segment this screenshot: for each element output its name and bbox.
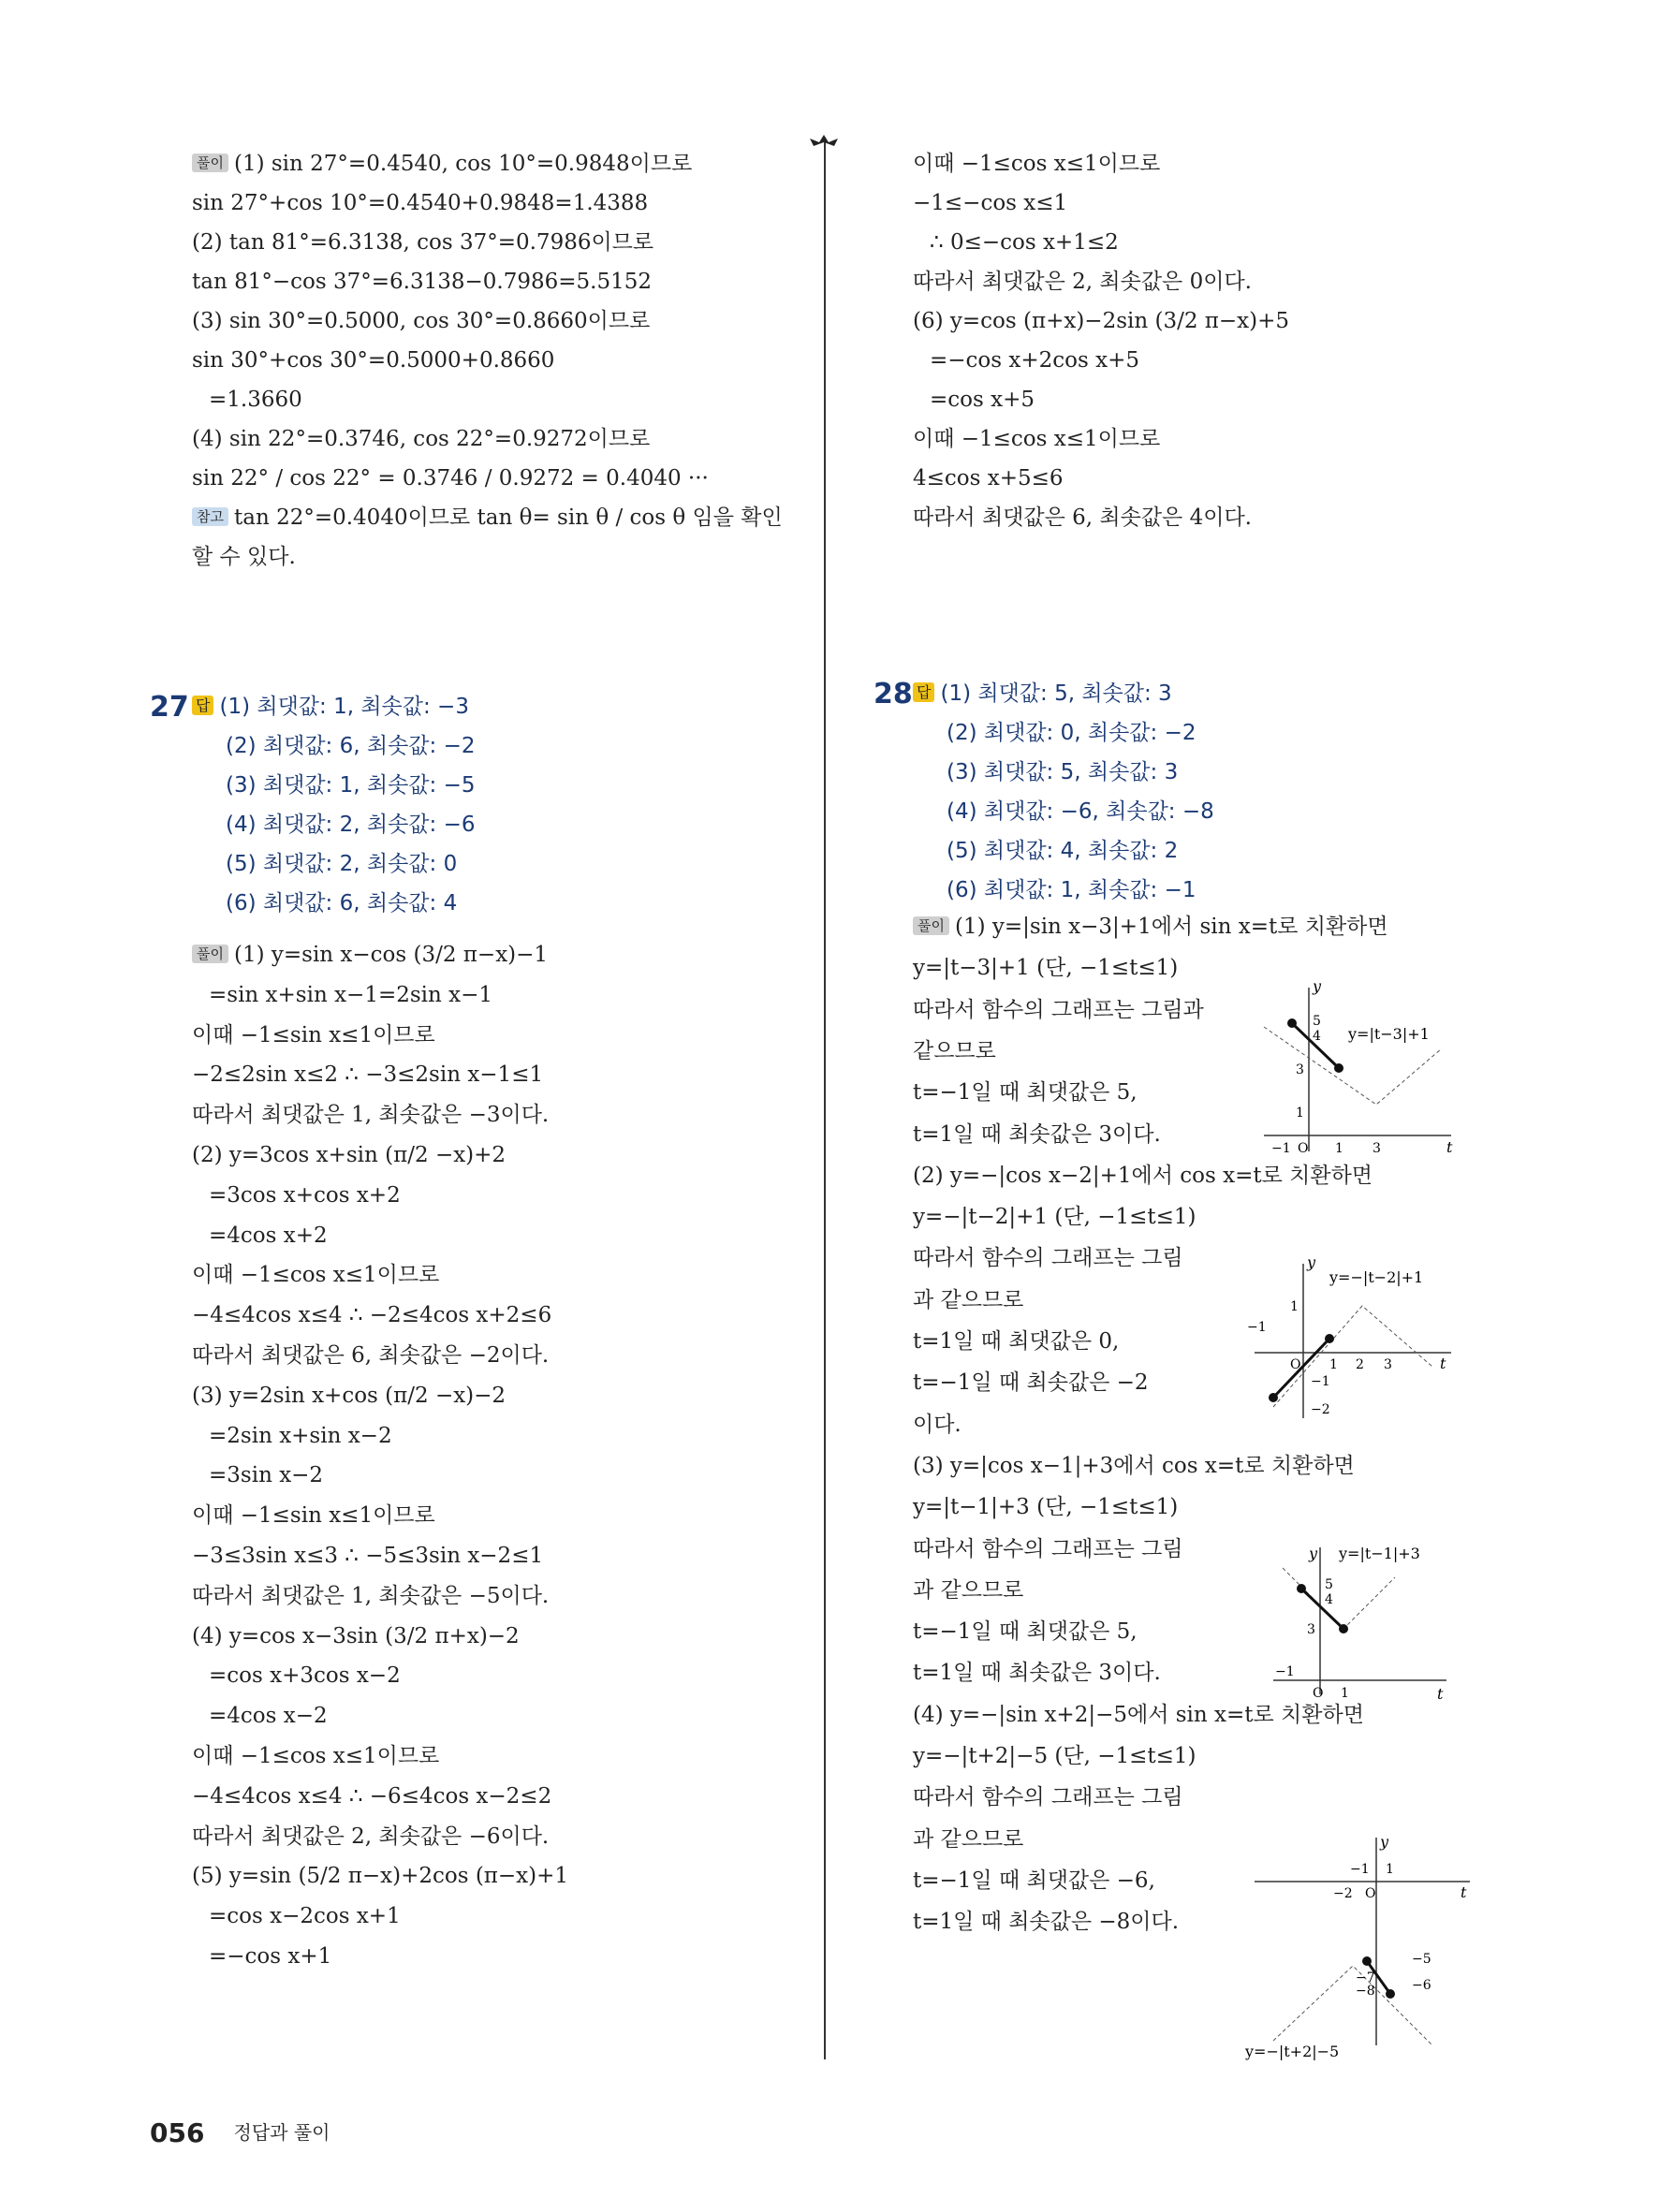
left-27-sol-line: [192, 1341, 549, 1370]
right-top-line: [930, 228, 1119, 256]
answer-line: [947, 719, 1196, 747]
line-text: −4≤4cos x≤4 ∴ −2≤4cos x+2≤6: [192, 1303, 552, 1328]
line-text: t=−1일 때 최댓값은 5,: [913, 1080, 1138, 1106]
answer-line: [226, 889, 457, 917]
left-top-line: [192, 346, 554, 374]
graph-2-tick-p1: 1: [1329, 1357, 1338, 1372]
graph-4-func-label: y=−|t+2|−5: [1245, 2043, 1340, 2060]
graph-2-t-label: t: [1440, 1355, 1446, 1372]
graph-4-tick-m7: −7: [1356, 1970, 1375, 1985]
answer-text: (1) 최댓값: 5, 최솟값: 3: [940, 681, 1172, 706]
graph-1-tick-p3: 3: [1373, 1141, 1381, 1156]
footer-title: 정답과 풀이: [233, 2121, 330, 2144]
answer-tag: 답: [192, 696, 213, 715]
left-27-sol-line: [192, 1021, 435, 1049]
line-text: t=−1일 때 최솟값은 −2: [913, 1370, 1149, 1396]
answer-text: (5) 최댓값: 4, 최솟값: 2: [947, 839, 1179, 863]
line-text: t=1일 때 최솟값은 3이다.: [913, 1121, 1161, 1147]
section-tag: 참고: [192, 507, 228, 526]
line-text: 과 같으므로: [913, 1287, 1024, 1312]
line-text: −4≤4cos x≤4 ∴ −6≤4cos x−2≤2: [192, 1783, 552, 1809]
line-text: 4≤cos x+5≤6: [913, 466, 1064, 491]
line-text: (4) y=−|sin x+2|−5에서 sin x=t로 치환하면: [913, 1702, 1364, 1727]
graph-2-tick-p2: 2: [1356, 1357, 1364, 1372]
answer-line: [947, 758, 1178, 786]
graph-2-point-max: [1325, 1334, 1334, 1343]
graph-3-tick-m1: −1: [1275, 1664, 1295, 1679]
line-text: t=1일 때 최솟값은 −8이다.: [913, 1910, 1180, 1935]
right-28-sol-line: [913, 913, 1388, 941]
answer-line: [226, 850, 457, 878]
line-text: 같으므로: [913, 1038, 996, 1063]
column-divider: [824, 140, 826, 2059]
right-28-sol-line: [913, 1078, 1138, 1106]
answer-line: [947, 837, 1178, 865]
line-text: y=|t−1|+3 (단, −1≤t≤1): [913, 1495, 1179, 1520]
left-top-line: [192, 543, 296, 571]
line-text: =3sin x−2: [209, 1463, 324, 1488]
left-27-sol-line: [209, 1222, 328, 1250]
line-text: sin 30°+cos 30°=0.5000+0.8660: [192, 348, 555, 373]
graph-4-tick-o: O: [1365, 1886, 1376, 1901]
left-top-line: [209, 386, 302, 414]
line-text: 따라서 최댓값은 1, 최솟값은 −5이다.: [192, 1583, 550, 1608]
graph-3-tick-3: 3: [1307, 1622, 1315, 1637]
line-text: (2) tan 81°=6.3138, cos 37°=0.7986이므로: [192, 230, 654, 255]
line-text: ∴ 0≤−cos x+1≤2: [930, 230, 1119, 255]
line-text: sin 27°+cos 10°=0.4540+0.9848=1.4388: [192, 191, 649, 215]
graph-4-tick-m8: −8: [1356, 1984, 1375, 1999]
line-text: =cos x+3cos x−2: [209, 1663, 401, 1689]
graph-2-y-label: y: [1307, 1254, 1316, 1271]
graph-1-t-label: t: [1446, 1138, 1453, 1156]
right-28-sol-line: [913, 1535, 1183, 1563]
graph-1-tick-1: 1: [1296, 1106, 1304, 1121]
line-text: (1) y=|sin x−3|+1에서 sin x=t로 치환하면: [954, 915, 1388, 939]
right-28-sol-line: [913, 1411, 962, 1439]
graph-4-point-max: [1362, 1956, 1372, 1966]
answer-text: (2) 최댓값: 6, 최솟값: −2: [226, 734, 476, 758]
graph-3-t-label: t: [1437, 1685, 1444, 1703]
right-28-sol-line: [913, 1659, 1161, 1687]
left-top-line: [192, 189, 648, 217]
answer-text: (5) 최댓값: 2, 최솟값: 0: [226, 852, 458, 876]
answer-line: [226, 732, 475, 760]
line-text: =4cos x+2: [209, 1223, 328, 1248]
graph-3-tick-p1: 1: [1341, 1686, 1349, 1701]
line-text: =−cos x+1: [209, 1944, 332, 1969]
right-28-sol-line: [913, 1203, 1197, 1231]
right-top-line: [913, 150, 1160, 178]
answer-line: [192, 693, 469, 721]
left-27-sol-line: [192, 1141, 506, 1169]
left-27-sol-line: [192, 1862, 568, 1890]
left-27-sol-line: [192, 1261, 439, 1289]
answer-text: (3) 최댓값: 1, 최솟값: −5: [226, 773, 476, 798]
answer-line: [226, 811, 475, 839]
line-text: t=−1일 때 최댓값은 −6,: [913, 1868, 1155, 1893]
graph-1-tick-5: 5: [1313, 1014, 1321, 1029]
line-text: (3) y=2sin x+cos (π/2 −x)−2: [192, 1383, 507, 1408]
graph-2: [1236, 1254, 1461, 1423]
left-top-line: [192, 150, 692, 178]
graph-1-tick-m1: −1: [1271, 1141, 1291, 1156]
line-text: 이때 −1≤cos x≤1이므로: [913, 427, 1161, 451]
graph-3-tick-5: 5: [1325, 1577, 1333, 1592]
answer-line: [947, 798, 1214, 826]
answer-text: (4) 최댓값: 2, 최솟값: −6: [226, 813, 476, 837]
line-text: −3≤3sin x≤3 ∴ −5≤3sin x−2≤1: [192, 1544, 544, 1568]
left-27-sol-line: [209, 1702, 328, 1730]
line-text: =cos x−2cos x+1: [209, 1904, 401, 1929]
graph-1-tick-o: O: [1298, 1141, 1309, 1156]
line-text: (2) y=−|cos x−2|+1에서 cos x=t로 치환하면: [913, 1163, 1373, 1188]
line-text: t=1일 때 최댓값은 0,: [913, 1329, 1120, 1354]
right-28-sol-line: [913, 1244, 1183, 1272]
line-text: (1) y=sin x−cos (3/2 π−x)−1: [233, 943, 549, 967]
left-27-sol-line: [192, 1582, 549, 1610]
line-text: (4) y=cos x−3sin (3/2 π+x)−2: [192, 1623, 520, 1648]
graph-2-tick-o: O: [1290, 1357, 1301, 1372]
graph-2-tick-1: 1: [1290, 1299, 1299, 1314]
line-text: 과 같으므로: [913, 1577, 1024, 1603]
left-27-sol-line: [209, 981, 492, 1009]
left-top-line: [192, 425, 650, 453]
line-text: 이때 −1≤sin x≤1이므로: [192, 1503, 435, 1529]
right-28-sol-line: [913, 954, 1178, 982]
graph-2-func-label: y=−|t−2|+1: [1329, 1268, 1424, 1286]
right-top-line: [913, 268, 1252, 296]
section-tag: 풀이: [192, 154, 228, 172]
graph-3-point-min: [1339, 1624, 1348, 1633]
page-footer: [150, 2117, 330, 2148]
left-27-sol-line: [192, 1301, 551, 1329]
right-top-line: [913, 189, 1067, 217]
left-top-line: [192, 307, 650, 335]
left-27-sol-line: [192, 1742, 439, 1770]
line-text: =3cos x+cos x+2: [209, 1182, 401, 1208]
answer-tag: 답: [913, 682, 934, 702]
right-28-sol-line: [913, 1576, 1023, 1604]
right-28-sol-line: [913, 1162, 1373, 1190]
graph-3-y-label: y: [1309, 1545, 1318, 1562]
graph-4-point-min: [1386, 1989, 1395, 1999]
line-text: t=1일 때 최솟값은 3이다.: [913, 1661, 1161, 1686]
line-text: 이때 −1≤cos x≤1이므로: [192, 1263, 440, 1288]
graph-4-t-label: t: [1461, 1883, 1467, 1901]
left-27-sol-line: [209, 1422, 392, 1450]
left-27-sol-line: [192, 1101, 549, 1129]
right-28-sol-line: [913, 1037, 996, 1065]
answer-text: (6) 최댓값: 6, 최솟값: 4: [226, 891, 458, 916]
line-text: (3) sin 30°=0.5000, cos 30°=0.8660이므로: [192, 309, 651, 333]
right-28-sol-line: [913, 1286, 1023, 1314]
line-text: (3) y=|cos x−1|+3에서 cos x=t로 치환하면: [913, 1453, 1355, 1478]
line-text: y=−|t−2|+1 (단, −1≤t≤1): [913, 1205, 1197, 1230]
graph-3-tick-o: O: [1313, 1686, 1324, 1701]
right-top-line: [930, 346, 1139, 374]
graph-4-y-label: y: [1380, 1833, 1389, 1851]
answer-text: (6) 최댓값: 1, 최솟값: −1: [947, 878, 1197, 902]
line-text: 이때 −1≤cos x≤1이므로: [192, 1744, 440, 1768]
right-top-line: [930, 386, 1035, 414]
left-27-sol-line: [192, 1061, 543, 1089]
right-28-sol-line: [913, 1701, 1364, 1729]
graph-4-tick-m1: −1: [1350, 1862, 1370, 1877]
line-text: (4) sin 22°=0.3746, cos 22°=0.9272이므로: [192, 427, 651, 451]
right-28-sol-line: [913, 1908, 1179, 1936]
graph-2-tick-p3: 3: [1384, 1357, 1392, 1372]
right-top-line: [913, 425, 1160, 453]
graph-4-tick-m2: −2: [1333, 1886, 1353, 1901]
line-text: 이다.: [913, 1412, 962, 1437]
line-text: 할 수 있다.: [192, 545, 296, 569]
line-text: 따라서 최댓값은 6, 최솟값은 −2이다.: [192, 1343, 550, 1368]
problem-28-number: 28: [874, 678, 913, 710]
left-27-sol-line: [209, 1461, 323, 1489]
page-number: 056: [150, 2117, 205, 2148]
right-top-line: [913, 504, 1252, 532]
line-text: t=−1일 때 최댓값은 5,: [913, 1619, 1138, 1645]
line-text: =2sin x+sin x−2: [209, 1423, 392, 1448]
answer-text: (3) 최댓값: 5, 최솟값: 3: [947, 760, 1179, 784]
line-text: 따라서 함수의 그래프는 그림: [913, 1246, 1183, 1271]
graph-4: [1236, 1830, 1479, 2064]
line-text: =−cos x+2cos x+5: [930, 348, 1139, 373]
answer-text: (2) 최댓값: 0, 최솟값: −2: [947, 721, 1197, 745]
graph-1-tick-p1: 1: [1335, 1141, 1343, 1156]
graph-1-y-label: y: [1313, 978, 1322, 995]
line-text: (2) y=3cos x+sin (π/2 −x)+2: [192, 1143, 507, 1167]
line-text: tan 22°=0.4040이므로 tan θ= sin θ / cos θ 임을 확인: [233, 505, 783, 530]
line-text: 따라서 함수의 그래프는 그림: [913, 1785, 1183, 1810]
graph-4-tick-m5: −5: [1412, 1952, 1431, 1967]
line-text: =cos x+5: [930, 388, 1035, 412]
right-28-sol-line: [913, 1618, 1138, 1646]
left-27-sol-line: [192, 1782, 551, 1810]
answer-line: [226, 771, 475, 799]
line-text: 따라서 최댓값은 6, 최솟값은 4이다.: [913, 505, 1252, 530]
left-27-sol-line: [209, 1902, 401, 1930]
line-text: 따라서 최댓값은 2, 최솟값은 0이다.: [913, 270, 1252, 294]
left-27-sol-line: [209, 1662, 401, 1690]
answer-line: [947, 876, 1196, 904]
answer-line: [913, 680, 1172, 708]
graph-2-tick-m2: −2: [1311, 1402, 1330, 1417]
right-28-sol-line: [913, 1825, 1023, 1853]
left-27-sol-line: [209, 1181, 401, 1209]
line-text: 따라서 최댓값은 1, 최솟값은 −3이다.: [192, 1103, 550, 1128]
right-28-sol-line: [913, 1493, 1178, 1521]
graph-1-func-label: y=|t−3|+1: [1348, 1025, 1430, 1043]
line-text: 따라서 함수의 그래프는 그림과: [913, 997, 1204, 1022]
line-text: 따라서 최댓값은 2, 최솟값은 −6이다.: [192, 1824, 550, 1849]
right-top-line: [913, 464, 1064, 492]
graph-2-tick-m1y: −1: [1311, 1374, 1330, 1389]
right-28-sol-line: [913, 1867, 1155, 1895]
right-28-sol-line: [913, 1452, 1355, 1480]
right-28-sol-line: [913, 1742, 1197, 1770]
line-text: 이때 −1≤cos x≤1이므로: [913, 152, 1161, 176]
line-text: (1) sin 27°=0.4540, cos 10°=0.9848이므로: [233, 152, 693, 176]
left-top-line: [192, 504, 783, 532]
left-27-sol-line: [192, 1502, 435, 1530]
graph-1-point-max: [1287, 1018, 1297, 1028]
line-text: (6) y=cos (π+x)−2sin (3/2 π−x)+5: [913, 309, 1290, 333]
left-top-line: [192, 464, 709, 492]
graph-3: [1264, 1540, 1451, 1704]
graph-3-func-label: y=|t−1|+3: [1339, 1545, 1420, 1562]
section-tag: 풀이: [192, 945, 228, 963]
line-text: y=|t−3|+1 (단, −1≤t≤1): [913, 956, 1179, 981]
graph-1: [1255, 978, 1461, 1156]
left-27-sol-line: [192, 1382, 506, 1410]
graph-2-tick-m1: −1: [1247, 1320, 1267, 1335]
left-top-line: [192, 268, 652, 296]
graph-2-point-min: [1269, 1393, 1278, 1402]
line-text: sin 22° / cos 22° = 0.3746 / 0.9272 = 0.4040 ···: [192, 466, 709, 491]
graph-1-point-min: [1334, 1063, 1343, 1073]
line-text: tan 81°−cos 37°=6.3138−0.7986=5.5152: [192, 270, 652, 294]
answer-text: (4) 최댓값: −6, 최솟값: −8: [947, 799, 1214, 824]
line-text: 이때 −1≤sin x≤1이므로: [192, 1022, 435, 1047]
left-top-line: [192, 228, 653, 256]
graph-1-tick-3: 3: [1296, 1062, 1304, 1077]
graph-4-tick-p1: 1: [1386, 1862, 1394, 1877]
right-28-sol-line: [913, 1783, 1183, 1811]
right-top-line: [913, 307, 1289, 335]
line-text: y=−|t+2|−5 (단, −1≤t≤1): [913, 1744, 1197, 1768]
line-text: =4cos x−2: [209, 1704, 328, 1729]
right-28-sol-line: [913, 996, 1204, 1024]
line-text: 따라서 함수의 그래프는 그림: [913, 1536, 1183, 1561]
answer-text: (1) 최댓값: 1, 최솟값: −3: [219, 695, 469, 719]
left-27-sol-line: [192, 1622, 520, 1650]
line-text: −1≤−cos x≤1: [913, 191, 1068, 215]
graph-3-tick-4: 4: [1325, 1592, 1333, 1607]
right-28-sol-line: [913, 1121, 1161, 1149]
left-27-sol-line: [209, 1942, 331, 1970]
graph-1-tick-4: 4: [1313, 1029, 1321, 1044]
right-28-sol-line: [913, 1369, 1149, 1397]
problem-27-number: 27: [150, 691, 189, 724]
graph-3-point-max: [1297, 1584, 1306, 1593]
ornament-icon: [800, 131, 847, 154]
left-27-sol-line: [192, 1542, 543, 1570]
line-text: −2≤2sin x≤2 ∴ −3≤2sin x−1≤1: [192, 1062, 544, 1088]
line-text: =sin x+sin x−1=2sin x−1: [209, 982, 493, 1007]
line-text: 과 같으므로: [913, 1826, 1024, 1852]
section-tag: 풀이: [913, 916, 949, 935]
left-27-sol-line: [192, 1823, 549, 1851]
left-27-sol-line: [192, 941, 548, 969]
right-28-sol-line: [913, 1327, 1119, 1355]
line-text: (5) y=sin (5/2 π−x)+2cos (π−x)+1: [192, 1864, 569, 1889]
line-text: =1.3660: [209, 388, 302, 412]
graph-4-tick-m6: −6: [1412, 1978, 1431, 1993]
